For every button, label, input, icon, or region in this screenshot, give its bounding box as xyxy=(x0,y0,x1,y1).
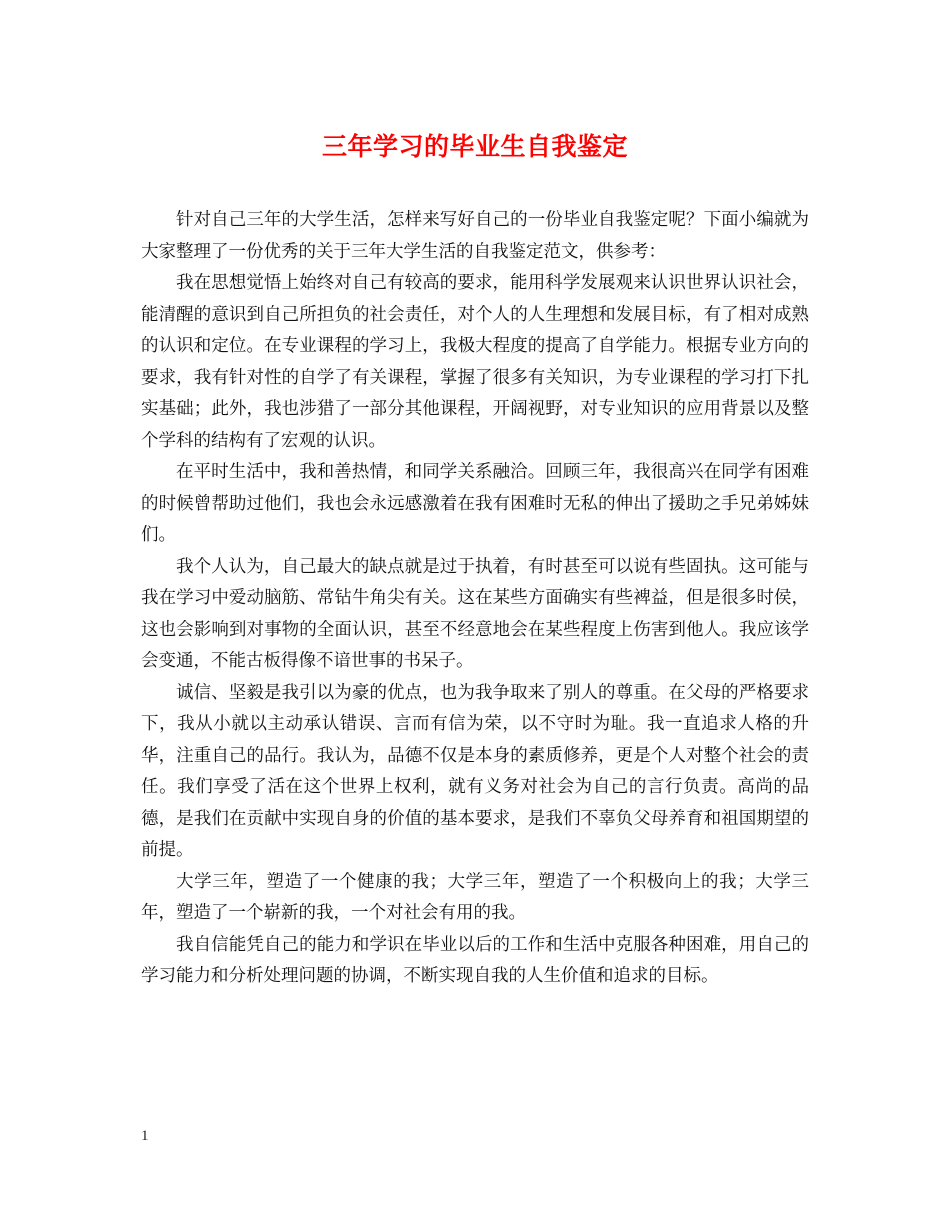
document-title: 三年学习的毕业生自我鉴定 xyxy=(321,132,628,161)
paragraph-shortcoming: 我个人认为，自己最大的缺点就是过于执着，有时甚至可以说有些固执。这可能与我在学习中爱动脑筋、常钻牛角尖有关。这在某些方面确实有些裨益，但是很多时侯，这也会影响到对事物的全面认识，甚至不经意地会在某些程度上伤害到他人。我应该学会变通，不能古板得像不谙世事的书呆子。 xyxy=(141,556,809,671)
paragraph-life: 在平时生活中，我和善热情，和同学关系融洽。回顾三年，我很高兴在同学有困难的时候曾帮助过他们，我也会永远感激着在我有困难时无私的伸出了援助之手兄弟姊妹们。 xyxy=(141,462,809,545)
paragraph-integrity: 诚信、坚毅是我引以为豪的优点，也为我争取来了别人的尊重。在父母的严格要求下，我从小就以主动承认错误、言而有信为荣，以不守时为耻。我一直追求人格的升华，注重自己的品行。我认为，品德不仅是本身的素质修养，更是个人对整个社会的责任。我们享受了活在这个世界上权利，就有义务对社会为自己的言行负责。高尚的品德，是我们在贡献中实现自身的价值的基本要求，是我们不辜负父母养育和祖国期望的前提。 xyxy=(141,682,809,860)
paragraph-intro: 针对自己三年的大学生活，怎样来写好自己的一份毕业自我鉴定呢？下面小编就为大家整理了一份优秀的关于三年大学生活的自我鉴定范文，供参考： xyxy=(141,210,809,262)
paragraph-study: 我在思想觉悟上始终对自己有较高的要求，能用科学发展观来认识世界认识社会，能清醒的意识到自己所担负的社会责任，对个人的人生理想和发展目标，有了相对成熟的认识和定位。在专业课程的学习上，我极大程度的提高了自学能力。根据专业方向的要求，我有针对性的自学了有关课程，掌握了很多有关知识，为专业课程的学习打下扎实基础；此外，我也涉猎了一部分其他课程，开阔视野，对专业知识的应用背景以及整个学科的结构有了宏观的认识。 xyxy=(141,273,809,451)
page-number: 1 xyxy=(141,1128,149,1144)
paragraph-conclusion: 我自信能凭自己的能力和学识在毕业以后的工作和生活中克服各种困难，用自己的学习能力和分析处理问题的协调，不断实现自我的人生价值和追求的目标。 xyxy=(141,934,809,986)
paragraph-three-years: 大学三年，塑造了一个健康的我；大学三年，塑造了一个积极向上的我；大学三年，塑造了一个崭新的我，一个对社会有用的我。 xyxy=(141,871,809,923)
document-body xyxy=(141,205,809,993)
